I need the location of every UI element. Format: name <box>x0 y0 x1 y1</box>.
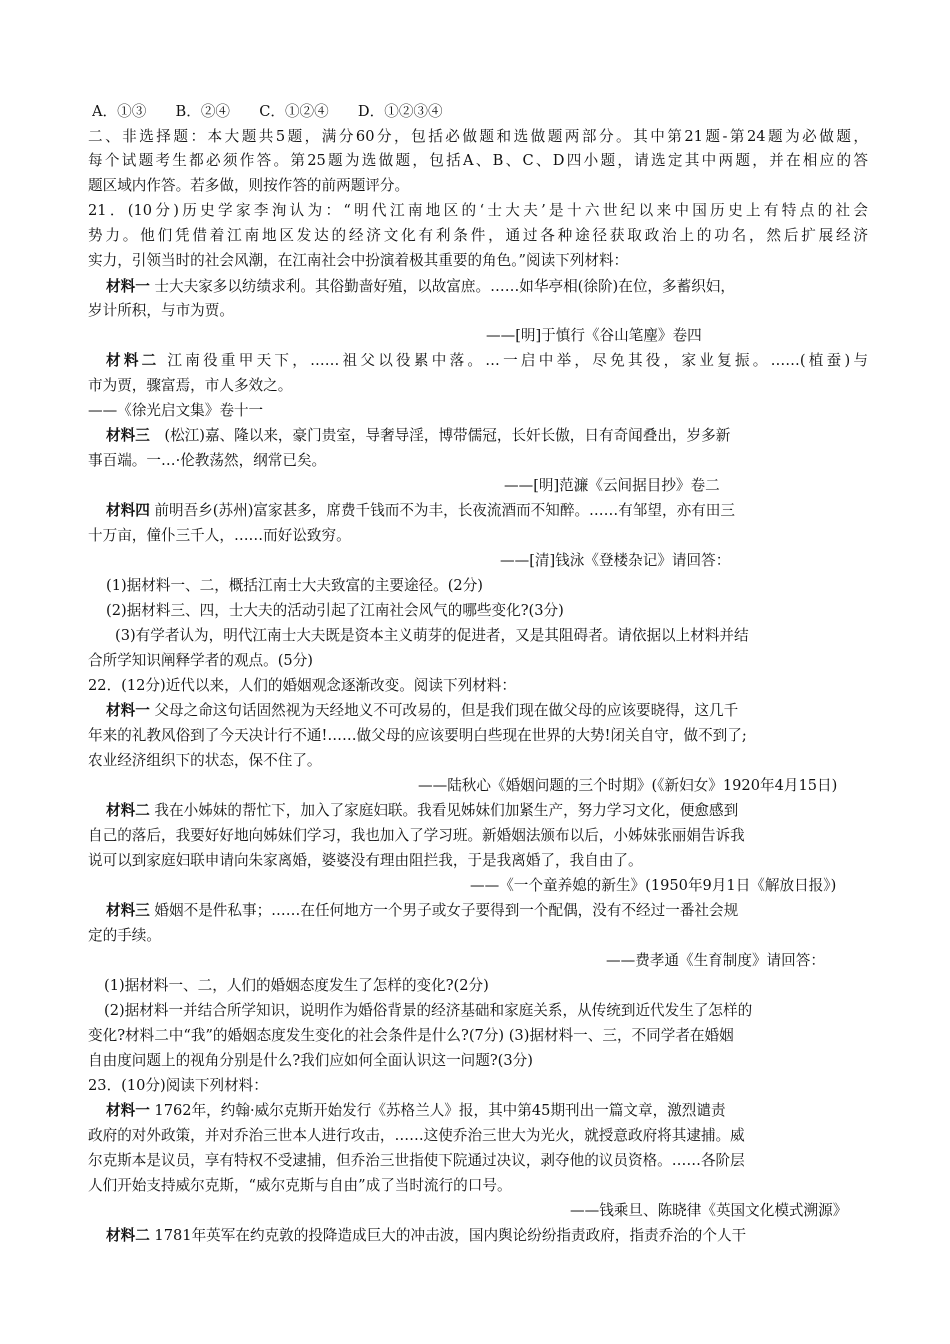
q21-question-3-line-1: (3)有学者认为，明代江南士大夫既是资本主义萌芽的促进者，又是其阻碍者。请依据以上材料并结 <box>115 627 749 644</box>
q23-stem: 23．(10分)阅读下列材料： <box>88 1077 268 1094</box>
q22-question-1: (1)据材料一、二，人们的婚姻态度发生了怎样的变化?(2分) <box>104 977 489 994</box>
q22-stem: 22．(12分)近代以来，人们的婚姻观念逐渐改变。阅读下列材料： <box>88 677 516 694</box>
material-label: 材料四 <box>106 502 150 519</box>
q22-question-3: 自由度问题上的视角分别是什么?我们应如何全面认识这一问题?(3分) <box>88 1052 533 1069</box>
q22-material-1-source: ——陆秋心《婚姻问题的三个时期》(《新妇女》1920年4月15日) <box>418 777 838 794</box>
q23-material-1-line-1: 材料一 1762年，约翰·威尔克斯开始发行《苏格兰人》报，其中第45期刊出一篇文章，激烈谴责 <box>106 1102 726 1119</box>
q21-question-3-line-2: 合所学知识阐释学者的观点。(5分) <box>88 652 313 669</box>
q21-material-1-line-1: 材料一 士大夫家多以纺绩求利。其俗勤啬好殖，以故富庶。……如华亭相(徐阶)在位，多蓄织妇， <box>106 278 735 295</box>
q21-material-4-source: ——[清]钱泳《登楼杂记》请回答： <box>500 552 731 569</box>
q22-material-3-line-2: 定的手续。 <box>88 927 161 944</box>
q22-material-3-line-1: 材料三 婚姻不是件私事；……在任何地方一个男子或女子要得到一个配偶，没有不经过一番社会规 <box>106 902 739 919</box>
q21-stem-2: 势力。他们凭借着江南地区发达的经济文化有利条件，通过各种途径获取政治上的功名，然后扩展经济 <box>88 227 868 244</box>
q21-material-3-source: ——[明]范濂《云间据目抄》卷二 <box>504 477 720 494</box>
material-label: 材料三 <box>106 427 150 444</box>
answer-options: A．①③ B．②④ C．①②④ D．①②③④ <box>92 103 443 120</box>
q23-material-1-line-3: 尔克斯本是议员，享有特权不受逮捕，但乔治三世指使下院通过决议，剥夺他的议员资格。……各阶层 <box>88 1152 745 1169</box>
q21-material-2-line-1: 材料二 江南役重甲天下，……祖父以役累中落。…一启中举，尽免其役，家业复振。……(植蚕)与 <box>106 352 868 369</box>
material-label: 材料一 <box>106 1102 150 1119</box>
q22-material-2-source: ——《一个童养媳的新生》(1950年9月1日《解放日报》) <box>470 877 837 894</box>
q21-material-1-source: ——[明]于慎行《谷山笔麈》卷四 <box>486 327 702 344</box>
q21-question-1: (1)据材料一、二，概括江南士大夫致富的主要途径。(2分) <box>106 577 484 594</box>
q23-material-1-line-2: 政府的对外政策，并对乔治三世本人进行攻击，……这使乔治三世大为光火，就授意政府将其逮捕。威 <box>88 1127 745 1144</box>
q21-stem-1: 21．(10分)历史学家李洵认为：“明代江南地区的‘士大夫’是十六世纪以来中国历史上有特点的社会 <box>88 202 868 219</box>
q21-material-1-line-2: 岁计所积，与市为贾。 <box>88 302 234 319</box>
q21-material-4-line-1: 材料四 前明吾乡(苏州)富家甚多，席费千钱而不为丰，长夜流酒而不知醉。……有邹望，亦有田三 <box>106 502 735 519</box>
q23-material-2-line-1: 材料二 1781年英军在约克敦的投降造成巨大的冲击波，国内舆论纷纷指责政府，指责乔治的个人干 <box>106 1227 747 1244</box>
q21-material-3-line-2: 事百端。一…·伦教荡然，纲常已矣。 <box>88 452 327 469</box>
q22-question-2-line-2: 变化?材料二中“我”的婚姻态度发生变化的社会条件是什么?(7分) (3)据材料一、三，不同学者在婚姻 <box>88 1027 734 1044</box>
q21-material-2-line-2: 市为贾，骤富焉，市人多效之。 <box>88 377 293 394</box>
q23-material-1-source: ——钱乘旦、陈晓律《英国文化模式溯源》 <box>570 1202 848 1219</box>
q22-material-2-line-3: 说可以到家庭妇联申请向朱家离婚，婆婆没有理由阻拦我，于是我离婚了，我自由了。 <box>88 852 643 869</box>
q22-material-1-line-1: 材料一 父母之命这句话固然视为天经地义不可改易的，但是我们现在做父母的应该要晓得，这几千 <box>106 702 739 719</box>
q21-material-3-line-1: 材料三 (松江)嘉、隆以来，豪门贵室，导奢导淫，博带儒冠，长奸长傲，日有奇闻叠出，岁多新 <box>106 427 731 444</box>
material-label: 材料三 <box>106 902 150 919</box>
section-two-intro-1: 二、非选择题：本大题共5题，满分60分，包括必做题和选做题两部分。其中第21题-第24题为必做题， <box>88 128 868 145</box>
q22-material-1-line-2: 年来的礼教风俗到了今天决计行不通!……做父母的应该要明白些现在世界的大势!闭关自守，做不到了; <box>88 727 747 744</box>
q21-question-2: (2)据材料三、四，士大夫的活动引起了江南社会风气的哪些变化?(3分) <box>106 602 564 619</box>
section-two-intro-2: 每个试题考生都必须作答。第25题为选做题，包括A、B、C、D四小题，请选定其中两题，并在相应的答 <box>88 152 868 169</box>
material-label: 材料二 <box>106 352 160 369</box>
section-two-intro-3: 题区域内作答。若多做，则按作答的前两题评分。 <box>88 177 410 194</box>
q22-material-1-line-3: 农业经济组织下的状态，保不住了。 <box>88 752 322 769</box>
q21-material-2-source: ——《徐光启文集》卷十一 <box>88 402 264 419</box>
q23-material-1-line-4: 人们开始支持威尔克斯，“威尔克斯与自由”成了当时流行的口号。 <box>88 1177 512 1194</box>
q22-material-2-line-2: 自己的落后，我要好好地向姊妹们学习，我也加入了学习班。新婚姻法颁布以后，小姊妹张丽娟告诉我 <box>88 827 745 844</box>
q21-stem-3: 实力，引领当时的社会风潮，在江南社会中扮演着极其重要的角色。”阅读下列材料： <box>88 252 629 269</box>
q21-material-4-line-2: 十万亩，僮仆三千人，……而好讼致穷。 <box>88 527 351 544</box>
q22-material-3-source: ——费孝通《生育制度》请回答： <box>606 952 825 969</box>
material-label: 材料二 <box>106 802 150 819</box>
material-label: 材料二 <box>106 1227 150 1244</box>
material-label: 材料一 <box>106 702 150 719</box>
material-label: 材料一 <box>106 278 150 295</box>
q22-material-2-line-1: 材料二 我在小姊妹的帮忙下，加入了家庭妇联。我看见姊妹们加紧生产，努力学习文化，便愈感到 <box>106 802 739 819</box>
q22-question-2-line-1: (2)据材料一并结合所学知识，说明作为婚俗背景的经济基础和家庭关系，从传统到近代发生了怎样的 <box>104 1002 753 1019</box>
